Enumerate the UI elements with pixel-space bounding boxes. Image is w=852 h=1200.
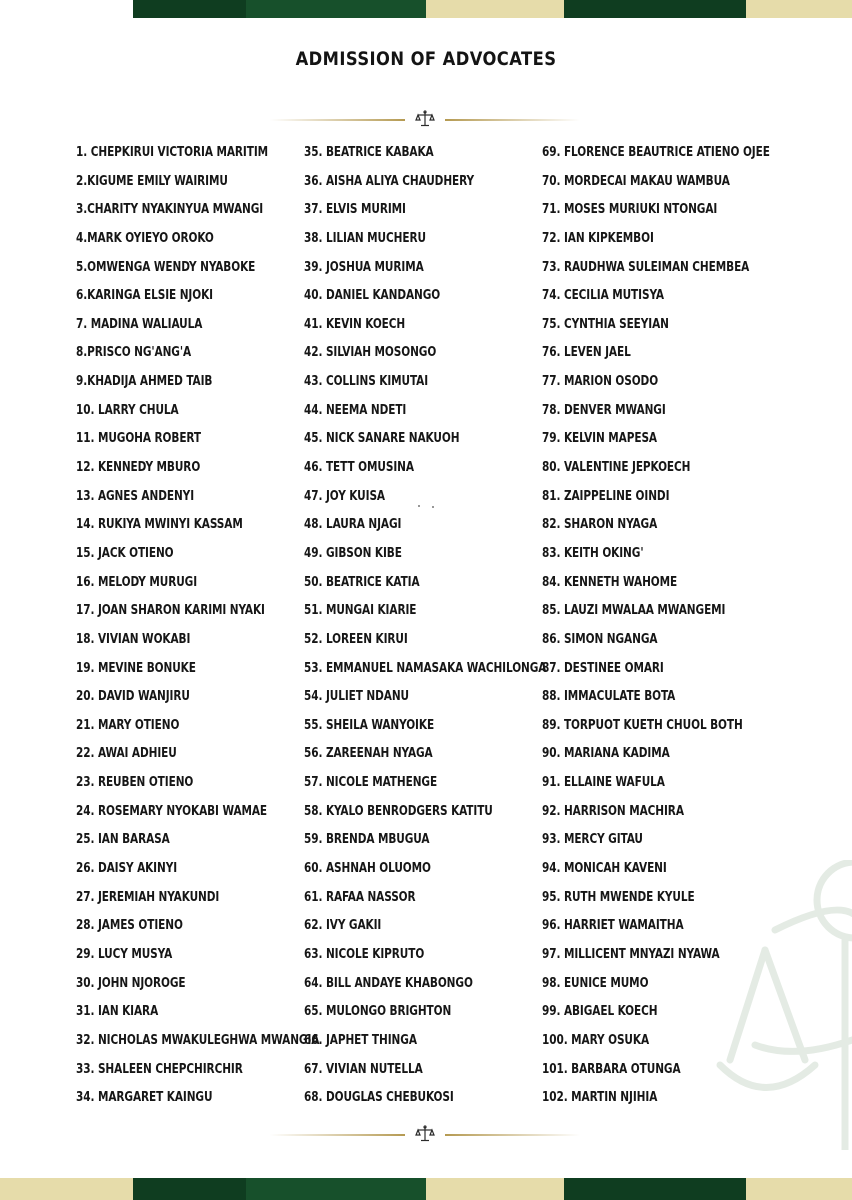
- advocate-list-item: 34. MARGARET KAINGU: [76, 1089, 213, 1106]
- scales-of-justice-icon: [415, 110, 435, 128]
- advocate-list-item: 95. RUTH MWENDE KYULE: [542, 888, 695, 905]
- advocate-list-item: 17. JOAN SHARON KARIMI NYAKI: [76, 602, 265, 619]
- advocate-list-item: 28. JAMES OTIENO: [76, 917, 183, 934]
- advocate-list-item: 25. IAN BARASA: [76, 831, 170, 848]
- advocate-list-item: 64. BILL ANDAYE KHABONGO: [304, 974, 473, 991]
- advocate-list-item: 69. FLORENCE BEAUTRICE ATIENO OJEE: [542, 144, 770, 160]
- advocate-list-item: 47. JOY KUISA: [304, 487, 386, 504]
- advocate-list-item: 44. NEEMA NDETI: [304, 401, 407, 418]
- band-segment-cream: [0, 1178, 133, 1200]
- advocate-list-item: 55. SHEILA WANYOIKE: [304, 716, 435, 733]
- advocate-list-item: 3.CHARITY NYAKINYUA MWANGI: [76, 201, 264, 218]
- advocate-list-item: 35. BEATRICE KABAKA: [304, 144, 434, 160]
- advocate-list-item: 48. LAURA NJAGI: [304, 516, 402, 533]
- advocate-list-item: 26. DAISY AKINYI: [76, 860, 178, 877]
- advocate-list-item: 66. JAPHET THINGA: [304, 1031, 417, 1048]
- advocate-list-item: 22. AWAI ADHIEU: [76, 745, 177, 762]
- advocate-list-item: 68. DOUGLAS CHEBUKOSI: [304, 1089, 454, 1106]
- band-segment-cream: [426, 0, 564, 18]
- advocate-list-item: 71. MOSES MURIUKI NTONGAI: [542, 201, 718, 218]
- advocate-list-item: 65. MULONGO BRIGHTON: [304, 1003, 452, 1020]
- advocate-list-item: 51. MUNGAI KIARIE: [304, 602, 417, 619]
- advocate-list-item: 24. ROSEMARY NYOKABI WAMAE: [76, 802, 268, 819]
- advocate-list-item: 97. MILLICENT MNYAZI NYAWA: [542, 945, 720, 962]
- advocate-list-item: 9.KHADIJA AHMED TAIB: [76, 373, 213, 390]
- advocate-list-item: 100. MARY OSUKA: [542, 1031, 650, 1048]
- divider-line-left: [270, 1134, 405, 1136]
- advocate-list-item: 13. AGNES ANDENYI: [76, 487, 195, 504]
- advocate-list-item: 20. DAVID WANJIRU: [76, 688, 190, 705]
- advocate-list-item: 84. KENNETH WAHOME: [542, 573, 678, 590]
- advocate-list-item: 86. SIMON NGANGA: [542, 630, 658, 647]
- advocate-list-item: 73. RAUDHWA SULEIMAN CHEMBEA: [542, 258, 750, 275]
- advocate-list-item: 77. MARION OSODO: [542, 373, 659, 390]
- page-title: ADMISSION OF ADVOCATES: [295, 48, 557, 70]
- band-segment-dark-green: [133, 0, 246, 18]
- advocate-list-item: 88. IMMACULATE BOTA: [542, 688, 676, 705]
- advocate-list-item: 99. ABIGAEL KOECH: [542, 1003, 658, 1020]
- divider-line-left: [270, 119, 405, 121]
- advocate-list-item: 15. JACK OTIENO: [76, 544, 174, 561]
- advocate-list-item: 75. CYNTHIA SEEYIAN: [542, 315, 669, 332]
- advocate-list-item: 42. SILVIAH MOSONGO: [304, 344, 437, 361]
- speck-mark: [432, 506, 434, 508]
- advocate-list-item: 90. MARIANA KADIMA: [542, 745, 670, 762]
- advocate-list-item: 80. VALENTINE JEPKOECH: [542, 459, 691, 476]
- advocate-list-item: 62. IVY GAKII: [304, 917, 382, 934]
- advocate-list-item: 89. TORPUOT KUETH CHUOL BOTH: [542, 716, 743, 733]
- advocate-list-item: 8.PRISCO NG'ANG'A: [76, 344, 192, 361]
- advocate-list-item: 45. NICK SANARE NAKUOH: [304, 430, 460, 447]
- divider-line-right: [445, 119, 580, 121]
- advocate-list-item: 5.OMWENGA WENDY NYABOKE: [76, 258, 256, 275]
- advocate-list-item: 40. DANIEL KANDANGO: [304, 287, 441, 304]
- advocate-list-item: 76. LEVEN JAEL: [542, 344, 631, 361]
- advocate-list-item: 94. MONICAH KAVENI: [542, 860, 667, 877]
- band-segment-dark-green: [564, 1178, 746, 1200]
- advocate-list-item: 101. BARBARA OTUNGA: [542, 1060, 681, 1077]
- top-decorative-band: [0, 0, 852, 18]
- advocate-list-item: 11. MUGOHA ROBERT: [76, 430, 202, 447]
- advocate-list-item: 31. IAN KIARA: [76, 1003, 159, 1020]
- advocate-list-item: 39. JOSHUA MURIMA: [304, 258, 424, 275]
- band-segment-cream: [746, 0, 852, 18]
- advocate-list-item: 82. SHARON NYAGA: [542, 516, 658, 533]
- advocate-list-item: 16. MELODY MURUGI: [76, 573, 198, 590]
- advocate-list-item: 59. BRENDA MBUGUA: [304, 831, 430, 848]
- advocate-list-item: 58. KYALO BENRODGERS KATITU: [304, 802, 493, 819]
- advocate-list-item: 74. CECILIA MUTISYA: [542, 287, 664, 304]
- advocate-list-item: 78. DENVER MWANGI: [542, 401, 666, 418]
- advocate-list-item: 33. SHALEEN CHEPCHIRCHIR: [76, 1060, 243, 1077]
- advocate-list-item: 23. REUBEN OTIENO: [76, 774, 194, 791]
- advocate-list-item: 102. MARTIN NJIHIA: [542, 1089, 658, 1106]
- advocate-list-item: 30. JOHN NJOROGE: [76, 974, 186, 991]
- advocate-list-column-3: [542, 143, 774, 1117]
- advocate-list-item: 1. CHEPKIRUI VICTORIA MARITIM: [76, 144, 269, 160]
- advocate-list-item: 52. LOREEN KIRUI: [304, 630, 408, 647]
- advocate-list-item: 85. LAUZI MWALAA MWANGEMI: [542, 602, 726, 619]
- bottom-decorative-band: [0, 1178, 852, 1200]
- title-divider: [270, 110, 580, 128]
- advocate-list-item: 18. VIVIAN WOKABI: [76, 630, 191, 647]
- advocate-list-item: 56. ZAREENAH NYAGA: [304, 745, 433, 762]
- advocate-list-item: 67. VIVIAN NUTELLA: [304, 1060, 423, 1077]
- advocate-list-item: 21. MARY OTIENO: [76, 716, 180, 733]
- advocate-list-item: 72. IAN KIPKEMBOI: [542, 229, 654, 246]
- advocate-list-column-1: [76, 143, 320, 1117]
- advocate-list-item: 60. ASHNAH OLUOMO: [304, 860, 431, 877]
- advocate-list-item: 19. MEVINE BONUKE: [76, 659, 196, 676]
- advocate-list-item: 91. ELLAINE WAFULA: [542, 774, 665, 791]
- advocate-list-item: 10. LARRY CHULA: [76, 401, 179, 418]
- footer-divider: [270, 1125, 580, 1143]
- advocate-list-item: 12. KENNEDY MBURO: [76, 459, 201, 476]
- advocate-list-item: 2.KIGUME EMILY WAIRIMU: [76, 172, 228, 189]
- advocate-list-item: 61. RAFAA NASSOR: [304, 888, 416, 905]
- band-segment-cream: [746, 1178, 852, 1200]
- advocate-list-item: 37. ELVIS MURIMI: [304, 201, 406, 218]
- advocate-list-item: 14. RUKIYA MWINYI KASSAM: [76, 516, 243, 533]
- advocate-list-item: 53. EMMANUEL NAMASAKA WACHILONGA: [304, 659, 547, 676]
- advocate-list-item: 93. MERCY GITAU: [542, 831, 643, 848]
- advocate-list-item: 54. JULIET NDANU: [304, 688, 410, 705]
- advocate-list-item: 46. TETT OMUSINA: [304, 459, 414, 476]
- advocate-list-item: 7. MADINA WALIAULA: [76, 315, 203, 332]
- band-segment-white: [0, 0, 133, 18]
- advocate-list-item: 6.KARINGA ELSIE NJOKI: [76, 287, 213, 304]
- divider-line-right: [445, 1134, 580, 1136]
- advocate-list-item: 38. LILIAN MUCHERU: [304, 229, 426, 246]
- scales-of-justice-icon: [415, 1125, 435, 1143]
- advocate-list-item: 79. KELVIN MAPESA: [542, 430, 657, 447]
- band-segment-dark-green: [564, 0, 746, 18]
- advocate-list-item: 57. NICOLE MATHENGE: [304, 774, 438, 791]
- advocate-list-item: 41. KEVIN KOECH: [304, 315, 406, 332]
- advocate-list-item: 63. NICOLE KIPRUTO: [304, 945, 425, 962]
- band-segment-cream: [426, 1178, 564, 1200]
- advocate-list-column-2: [304, 143, 547, 1117]
- band-segment-dark-green: [133, 1178, 246, 1200]
- band-segment-green: [246, 0, 426, 18]
- advocate-list-item: 32. NICHOLAS MWAKULEGHWA MWANGIA: [76, 1031, 320, 1048]
- advocate-list-item: 27. JEREMIAH NYAKUNDI: [76, 888, 220, 905]
- advocate-list-item: 50. BEATRICE KATIA: [304, 573, 420, 590]
- advocate-list-item: 29. LUCY MUSYA: [76, 945, 173, 962]
- advocate-list-item: 70. MORDECAI MAKAU WAMBUA: [542, 172, 730, 189]
- advocate-list-item: 92. HARRISON MACHIRA: [542, 802, 684, 819]
- band-segment-green: [246, 1178, 426, 1200]
- advocate-list-item: 49. GIBSON KIBE: [304, 544, 402, 561]
- advocate-list-item: 43. COLLINS KIMUTAI: [304, 373, 429, 390]
- speck-mark: [418, 505, 420, 507]
- advocate-list-item: 87. DESTINEE OMARI: [542, 659, 664, 676]
- advocate-list-item: 98. EUNICE MUMO: [542, 974, 649, 991]
- advocate-list-item: 96. HARRIET WAMAITHA: [542, 917, 684, 934]
- advocate-list-item: 4.MARK OYIEYO OROKO: [76, 229, 214, 246]
- advocate-list-item: 81. ZAIPPELINE OINDI: [542, 487, 670, 504]
- advocate-list-item: 36. AISHA ALIYA CHAUDHERY: [304, 172, 475, 189]
- advocate-list-item: 83. KEITH OKING': [542, 544, 644, 561]
